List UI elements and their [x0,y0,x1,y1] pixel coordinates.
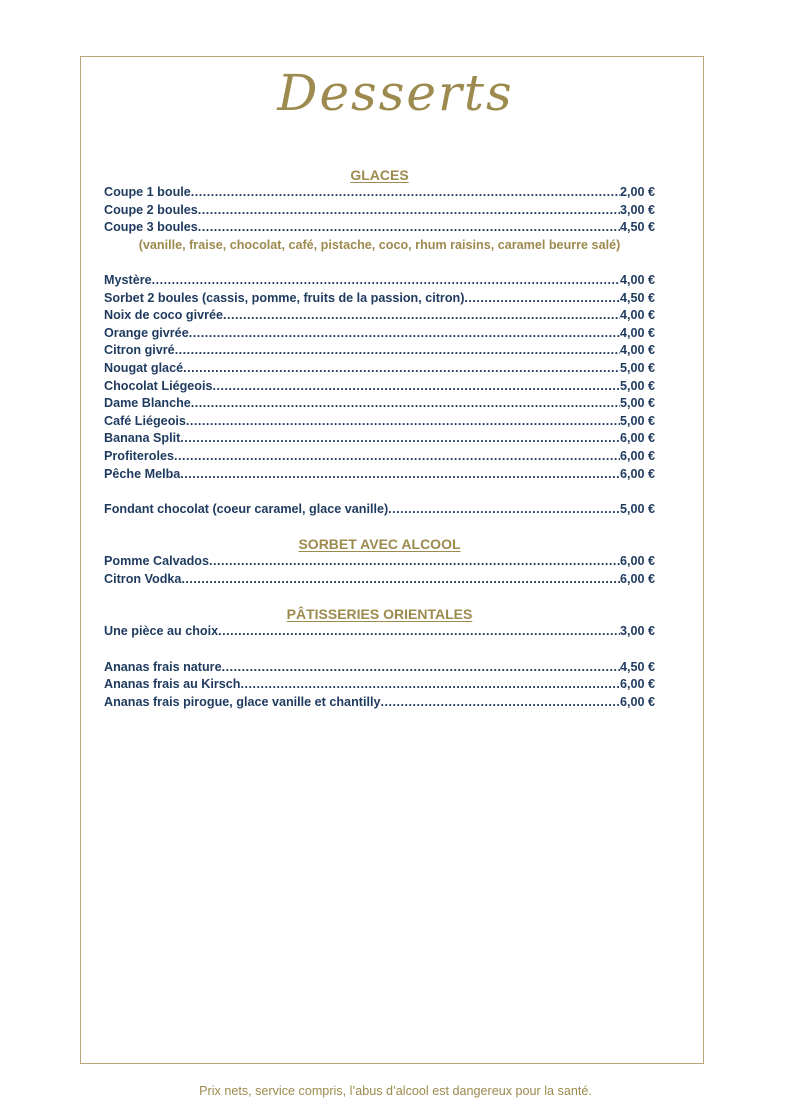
menu-item: Orange givrée ..... 4,00 € [104,325,655,343]
section-heading-sorbet-alcool: SORBET AVEC ALCOOL [298,536,461,553]
footer-note: Prix nets, service compris, l’abus d’alcool est dangereux pour la santé. [199,1084,592,1098]
menu-item: Coupe 2 boules ..... 3,00 € [104,202,655,220]
menu-item: Coupe 3 boules ..... 4,50 € [104,219,655,237]
menu-item: Nougat glacé ..... 5,00 € [104,360,655,378]
menu-item: Une pièce au choix ..... 3,00 € [104,623,655,641]
menu-item: Pomme Calvados ..... 6,00 € [104,553,655,571]
menu-item: Pêche Melba ..... 6,00 € [104,466,655,484]
menu-item: Banana Split ..... 6,00 € [104,430,655,448]
menu-list [104,166,655,711]
menu-item: Fondant chocolat (coeur caramel, glace vanille) ..... 5,00 € [104,501,655,519]
menu-item: Ananas frais nature ..... 4,50 € [104,659,655,677]
menu-item: Coupe 1 boule ..... 2,00 € [104,184,655,202]
menu-item: Sorbet 2 boules (cassis, pomme, fruits de la passion, citron) ..... 4,50 € [104,290,655,308]
menu-item: Citron givré ..... 4,00 € [104,342,655,360]
menu-item: Profiteroles ..... 6,00 € [104,448,655,466]
menu-item: Noix de coco givrée ..... 4,00 € [104,307,655,325]
page-title: Desserts [277,64,514,122]
flavours-note: (vanille, fraise, chocolat, café, pistache, coco, rhum raisins, caramel beurre salé) [138,237,621,252]
menu-item: Chocolat Liégeois ..... 5,00 € [104,378,655,396]
menu-item: Citron Vodka ..... 6,00 € [104,571,655,589]
menu-item: Ananas frais pirogue, glace vanille et chantilly ..... 6,00 € [104,694,655,712]
menu-item: Dame Blanche ..... 5,00 € [104,395,655,413]
section-heading-glaces: GLACES [350,167,409,183]
menu-item: Ananas frais au Kirsch ..... 6,00 € [104,676,655,694]
menu-item: Café Liégeois ..... 5,00 € [104,413,655,431]
menu-item: Mystère ..... 4,00 € [104,272,655,290]
section-heading-patisseries: PÂTISSERIES ORIENTALES [286,606,473,623]
